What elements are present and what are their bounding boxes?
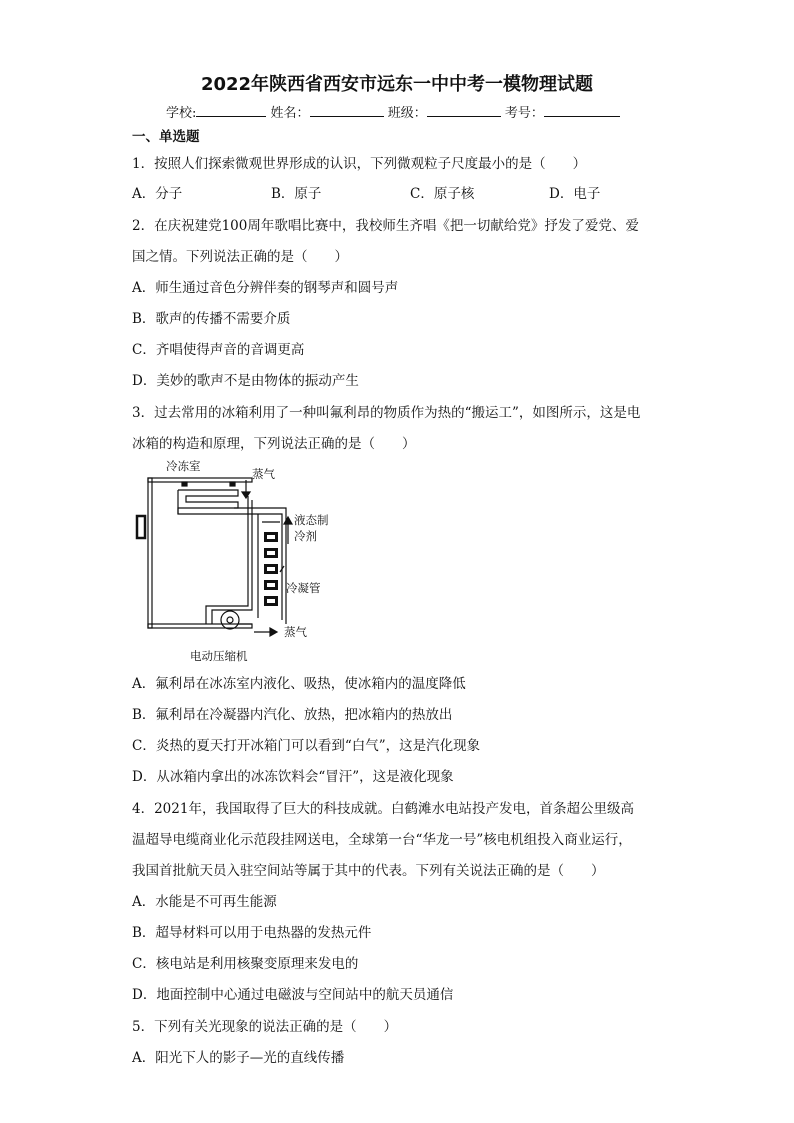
page-title: 2022年陕西省西安市远东一中中考一模物理试题 xyxy=(200,74,594,95)
q1-option-a[interactable]: A．分子 xyxy=(132,186,183,202)
compressor-icon xyxy=(221,611,239,629)
question-4-stem-line2: 温超导电缆商业化示范段挂网送电，全球第一台“华龙一号”核电机组投入商业运行， xyxy=(132,832,632,848)
condenser-label: 冷凝管 xyxy=(286,581,321,595)
question-1-stem: 1．按照人们探索微观世界形成的认识，下列微观粒子尺度最小的是（ ） xyxy=(132,156,587,172)
q1-option-b[interactable]: B．原子 xyxy=(271,186,322,202)
q1-option-c[interactable]: C．原子核 xyxy=(410,186,475,202)
q3-option-b[interactable]: B．氟利昂在冷凝器内汽化、放热，把冰箱内的热放出 xyxy=(132,707,453,723)
q2-option-c[interactable]: C．齐唱使得声音的音调更高 xyxy=(132,342,305,358)
name-label: 姓名： xyxy=(270,106,310,121)
q5-option-a[interactable]: A．阳光下人的影子—光的直线传播 xyxy=(132,1050,345,1066)
question-2-stem-line1: 2．在庆祝建党100周年歌唱比赛中，我校师生齐唱《把一切献给党》抒发了爱党、爱 xyxy=(132,218,639,234)
compressor-hub xyxy=(227,617,233,623)
number-label: 考号： xyxy=(504,106,544,121)
compressor-label: 电动压缩机 xyxy=(190,649,248,663)
liquid-refrigerant-label-2: 冷剂 xyxy=(294,529,317,543)
refrigerator-diagram xyxy=(134,456,344,666)
question-4-stem-line3: 我国首批航天员入驻空间站等属于其中的代表。下列有关说法正确的是（ ） xyxy=(132,863,605,879)
q1-option-d[interactable]: D．电子 xyxy=(549,186,601,202)
freezer-coil xyxy=(178,490,238,514)
fridge-top-wall xyxy=(148,478,252,482)
class-label: 班级： xyxy=(387,106,427,121)
q4-option-c[interactable]: C．核电站是利用核聚变原理来发电的 xyxy=(132,956,359,972)
question-5-stem: 5．下列有关光现象的说法正确的是（ ） xyxy=(132,1019,398,1035)
student-info-line xyxy=(166,102,620,121)
q2-option-d[interactable]: D．美妙的歌声不是由物体的振动产生 xyxy=(132,373,359,389)
return-pipe xyxy=(206,496,248,624)
liquid-refrigerant-label-1: 液态制 xyxy=(294,513,329,527)
steam-bottom-label: 蒸气 xyxy=(284,625,307,639)
fridge-handle xyxy=(137,516,145,538)
freezer-mark xyxy=(230,482,235,486)
section-heading: 一、单选题 xyxy=(132,129,200,145)
school-blank[interactable] xyxy=(196,102,266,117)
name-blank[interactable] xyxy=(310,102,384,117)
number-blank[interactable] xyxy=(544,102,620,117)
q3-option-d[interactable]: D．从冰箱内拿出的冰冻饮料会“冒汗”，这是液化现象 xyxy=(132,769,454,785)
question-3-stem-line1: 3．过去常用的冰箱利用了一种叫氟利昂的物质作为热的“搬运工”，如图所示，这是电 xyxy=(132,405,641,421)
q3-option-c[interactable]: C．炎热的夏天打开冰箱门可以看到“白气”，这是汽化现象 xyxy=(132,738,481,754)
class-blank[interactable] xyxy=(427,102,501,117)
freezer-mark xyxy=(182,482,187,486)
freezer-label: 冷冻室 xyxy=(166,459,201,473)
question-4-stem-line1: 4．2021年，我国取得了巨大的科技成就。白鹤滩水电站投产发电，首条超公里级高 xyxy=(132,801,634,817)
question-3-stem-line2: 冰箱的构造和原理，下列说法正确的是（ ） xyxy=(132,436,416,452)
steam-top-label: 蒸气 xyxy=(252,467,275,481)
question-2-stem-line2: 国之情。下列说法正确的是（ ） xyxy=(132,249,348,265)
q4-option-b[interactable]: B．超导材料可以用于电热器的发热元件 xyxy=(132,925,372,941)
q4-option-a[interactable]: A．水能是不可再生能源 xyxy=(132,894,277,910)
q4-option-d[interactable]: D．地面控制中心通过电磁波与空间站中的航天员通信 xyxy=(132,987,454,1003)
q2-option-a[interactable]: A．师生通过音色分辨伴奏的钢琴声和圆号声 xyxy=(132,280,399,296)
q3-option-a[interactable]: A．氟利昂在冰冻室内液化、吸热，使冰箱内的温度降低 xyxy=(132,676,466,692)
q2-option-b[interactable]: B．歌声的传播不需要介质 xyxy=(132,311,291,327)
school-label: 学校: xyxy=(166,106,197,121)
fridge-left-wall xyxy=(148,478,152,628)
